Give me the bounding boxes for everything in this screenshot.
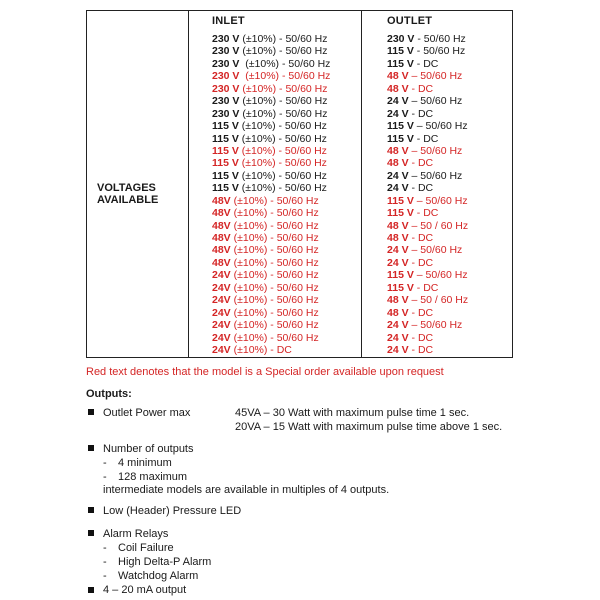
outlet-voltage-value: 48 V (387, 82, 409, 95)
inlet-voltage-value: 230 V (212, 70, 240, 83)
inlet-voltage-item (212, 244, 330, 256)
inlet-voltage-value: 230 V (212, 95, 240, 108)
outlet-voltage-detail: – 50 / 60 Hz (408, 294, 469, 307)
column-divider (188, 11, 189, 357)
outlet-voltage-detail: – 50/60 Hz (413, 269, 468, 282)
outlet-voltage-value: 24 V (387, 169, 409, 182)
inlet-voltage-value: 24V (212, 319, 231, 332)
outlet-voltage-item (387, 220, 468, 232)
outlet-voltage-item (387, 45, 468, 57)
number-of-outputs-label: Number of outputs (103, 443, 194, 455)
inlet-voltage-item (212, 95, 330, 107)
inlet-voltage-value: 115 V (212, 182, 239, 195)
inlet-voltage-detail: (±10%) - 50/60 Hz (239, 107, 328, 120)
inlet-voltage-item (212, 133, 330, 145)
inlet-voltage-value: 48V (212, 207, 231, 220)
special-order-note: Red text denotes that the model is a Special order available upon request (86, 366, 444, 378)
outlet-voltage-detail: - DC (413, 281, 439, 294)
inlet-voltage-item (212, 195, 330, 207)
bullet-icon (88, 507, 94, 513)
inlet-voltage-item (212, 33, 330, 45)
outlet-voltage-item (387, 332, 468, 344)
outlet-voltage-item (387, 294, 468, 306)
outlet-voltage-item (387, 33, 468, 45)
inlet-voltage-value: 48V (212, 256, 231, 269)
outlet-voltage-value: 24 V (387, 331, 409, 344)
inlet-voltage-item (212, 332, 330, 344)
inlet-voltage-item (212, 157, 330, 169)
outlet-voltage-list (387, 33, 468, 356)
inlet-voltage-item (212, 232, 330, 244)
inlet-voltage-item (212, 294, 330, 306)
inlet-voltage-value: 230 V (212, 82, 240, 95)
relay-item: Coil Failure (118, 542, 174, 554)
inlet-voltage-value: 230 V (212, 45, 240, 58)
inlet-voltage-detail: (±10%) - 50/60 Hz (230, 319, 319, 332)
outlet-voltage-value: 115 V (387, 132, 414, 145)
outlet-voltage-value: 48 V (387, 294, 409, 307)
outlet-voltage-item (387, 95, 468, 107)
bullet-icon (88, 587, 94, 593)
outlet-voltage-detail: - DC (408, 232, 434, 244)
dash-icon: - (103, 457, 107, 469)
outlet-voltage-value: 115 V (387, 57, 414, 70)
outlet-voltage-item (387, 108, 468, 120)
inlet-voltage-list (212, 33, 330, 356)
outlet-voltage-item (387, 195, 468, 207)
outlet-voltage-detail: - 50/60 Hz (414, 33, 466, 45)
outlet-voltage-detail: - 50/60 Hz (413, 45, 466, 58)
outlet-voltage-value: 115 V (387, 281, 414, 294)
inlet-voltage-item (212, 319, 330, 331)
inlet-voltage-value: 230 V (212, 33, 240, 45)
outlet-voltage-value: 115 V (387, 120, 414, 133)
outlet-voltage-detail: - DC (408, 157, 434, 170)
inlet-voltage-detail: (±10%) - 50/60 Hz (238, 144, 327, 157)
outlet-voltage-value: 48 V (387, 157, 409, 170)
outlet-voltage-detail: – 50/60 Hz (408, 319, 463, 332)
inlet-voltage-value: 48V (212, 244, 231, 257)
outlet-voltage-detail: - DC (413, 57, 439, 70)
inlet-voltage-value: 24V (212, 269, 231, 282)
outlet-voltage-value: 115 V (387, 45, 414, 58)
inlet-voltage-detail: (±10%) - 50/60 Hz (230, 306, 319, 319)
inlet-voltage-detail: (±10%) - 50/60 Hz (230, 194, 319, 207)
inlet-voltage-detail: (±10%) - 50/60 Hz (238, 120, 327, 133)
outlet-voltage-detail: – 50/60 Hz (408, 95, 463, 108)
outlet-voltage-detail: – 50/60 Hz (413, 120, 468, 133)
inlet-voltage-value: 48V (212, 232, 231, 244)
outlet-voltage-value: 24 V (387, 95, 409, 108)
outlet-voltage-item (387, 207, 468, 219)
outlet-voltage-value: 24 V (387, 244, 409, 257)
outlet-voltage-item (387, 70, 468, 82)
inlet-voltage-value: 115 V (212, 132, 239, 145)
outlet-voltage-item (387, 120, 468, 132)
outlet-voltage-value: 48 V (387, 306, 409, 319)
inlet-voltage-item (212, 45, 330, 57)
bullet-icon (88, 409, 94, 415)
inlet-voltage-detail: (±10%) - 50/60 Hz (239, 57, 331, 70)
alarm-relays-label: Alarm Relays (103, 528, 169, 540)
number-min: 4 minimum (118, 457, 172, 469)
outlet-voltage-value: 24 V (387, 107, 409, 120)
inlet-voltage-value: 24V (212, 343, 231, 356)
outlet-voltage-detail: - DC (408, 343, 434, 356)
outlet-voltage-item (387, 58, 468, 70)
number-max: 128 maximum (118, 471, 188, 483)
inlet-voltage-value: 24V (212, 294, 231, 307)
outlet-voltage-item (387, 319, 468, 331)
bullet-icon (88, 445, 94, 451)
outlet-voltage-value: 115 V (387, 269, 414, 282)
outlet-voltage-item (387, 145, 468, 157)
inlet-voltage-item (212, 257, 330, 269)
outlet-voltage-item (387, 133, 468, 145)
inlet-voltage-value: 24V (212, 331, 231, 344)
outlet-voltage-value: 48 V (387, 219, 409, 232)
inlet-voltage-detail: (±10%) - 50/60 Hz (238, 169, 327, 182)
inlet-voltage-detail: (±10%) - 50/60 Hz (230, 331, 319, 344)
inlet-voltage-item (212, 220, 330, 232)
relay-item: High Delta-P Alarm (118, 556, 212, 568)
inlet-voltage-item (212, 307, 330, 319)
outlet-voltage-detail: - DC (408, 256, 434, 269)
outlet-voltage-detail: – 50 / 60 Hz (408, 219, 469, 232)
inlet-voltage-item (212, 269, 330, 281)
outlet-voltage-item (387, 244, 468, 256)
inlet-voltage-detail: (±10%) - 50/60 Hz (239, 70, 331, 83)
inlet-voltage-detail: (±10%) - 50/60 Hz (239, 82, 328, 95)
outlet-voltage-item (387, 182, 468, 194)
outlet-voltage-detail: - DC (408, 306, 434, 319)
inlet-voltage-detail: (±10%) - 50/60 Hz (238, 157, 327, 170)
outlet-voltage-value: 24 V (387, 182, 409, 195)
inlet-voltage-value: 115 V (212, 120, 239, 133)
inlet-voltage-detail: (±10%) - 50/60 Hz (230, 244, 319, 257)
outlet-voltage-item (387, 307, 468, 319)
outlet-voltage-detail: – 50/60 Hz (413, 194, 468, 207)
outlet-voltage-detail: – 50/60 Hz (408, 70, 463, 83)
inlet-voltage-detail: (±10%) - 50/60 Hz (230, 294, 319, 307)
inlet-voltage-detail: (±10%) - 50/60 Hz (230, 256, 319, 269)
ma-output-label: 4 – 20 mA output (103, 584, 187, 596)
inlet-voltage-detail: (±10%) - 50/60 Hz (230, 207, 319, 220)
outputs-heading: Outputs: (86, 388, 132, 400)
outlet-power-label: Outlet Power max (103, 407, 191, 419)
outlet-voltage-item (387, 170, 468, 182)
inlet-voltage-item (212, 344, 330, 356)
inlet-voltage-detail: (±10%) - 50/60 Hz (230, 281, 319, 294)
inlet-voltage-item (212, 145, 330, 157)
dash-icon: - (103, 542, 107, 554)
inlet-voltage-value: 115 V (212, 169, 239, 182)
outlet-header: OUTLET (387, 15, 433, 27)
inlet-voltage-value: 115 V (212, 157, 239, 170)
outlet-voltage-value: 115 V (387, 207, 414, 220)
inlet-voltage-value: 48V (212, 219, 231, 232)
inlet-voltage-detail: (±10%) - 50/60 Hz (238, 132, 327, 145)
outlet-voltage-item (387, 269, 468, 281)
outlet-voltage-detail: - DC (408, 107, 434, 120)
inlet-voltage-item (212, 182, 330, 194)
outlet-voltage-value: 115 V (387, 194, 414, 207)
number-note: intermediate models are available in multiples of 4 outputs. (103, 484, 390, 496)
outlet-voltage-detail: - DC (408, 331, 434, 344)
inlet-header: INLET (212, 15, 245, 27)
inlet-voltage-detail: (±10%) - 50/60 Hz (239, 45, 328, 58)
inlet-voltage-item (212, 58, 330, 70)
dash-icon: - (103, 556, 107, 568)
outlet-voltage-item (387, 282, 468, 294)
inlet-voltage-item (212, 70, 330, 82)
inlet-voltage-value: 24V (212, 281, 231, 294)
inlet-voltage-detail: (±10%) - 50/60 Hz (239, 33, 328, 45)
relay-item: Watchdog Alarm (118, 570, 199, 582)
inlet-voltage-value: 48V (212, 194, 231, 207)
outlet-voltage-item (387, 157, 468, 169)
inlet-voltage-detail: (±10%) - 50/60 Hz (239, 95, 328, 108)
outlet-voltage-value: 24 V (387, 319, 409, 332)
inlet-voltage-item (212, 282, 330, 294)
row-label-line: AVAILABLE (97, 194, 159, 206)
inlet-voltage-item (212, 83, 330, 95)
outlet-voltage-detail: - DC (413, 207, 439, 220)
voltages-table (86, 10, 513, 358)
outlet-voltage-value: 24 V (387, 343, 409, 356)
outlet-voltage-value: 230 V (387, 33, 415, 45)
outlet-voltage-value: 48 V (387, 70, 409, 83)
outlet-voltage-detail: - DC (413, 132, 439, 145)
outlet-voltage-detail: - DC (408, 82, 434, 95)
inlet-voltage-detail: (±10%) - 50/60 Hz (230, 269, 319, 282)
inlet-voltage-item (212, 108, 330, 120)
inlet-voltage-detail: (±10%) - 50/60 Hz (238, 182, 327, 195)
inlet-voltage-value: 115 V (212, 144, 239, 157)
dash-icon: - (103, 471, 107, 483)
outlet-voltage-item (387, 232, 468, 244)
inlet-voltage-detail: (±10%) - 50/60 Hz (230, 219, 319, 232)
inlet-voltage-detail: (±10%) - 50/60 Hz (230, 232, 319, 244)
inlet-voltage-value: 24V (212, 306, 231, 319)
bullet-icon (88, 530, 94, 536)
inlet-voltage-item (212, 120, 330, 132)
outlet-voltage-detail: – 50/60 Hz (408, 144, 463, 157)
outlet-voltage-item (387, 344, 468, 356)
inlet-voltage-item (212, 170, 330, 182)
outlet-voltage-detail: – 50/60 Hz (408, 169, 463, 182)
dash-icon: - (103, 570, 107, 582)
outlet-voltage-value: 48 V (387, 232, 409, 244)
voltages-available-label (97, 182, 158, 206)
inlet-voltage-item (212, 207, 330, 219)
column-divider (361, 11, 362, 357)
outlet-voltage-value: 48 V (387, 144, 409, 157)
inlet-voltage-detail: (±10%) - DC (230, 343, 292, 356)
outlet-voltage-item (387, 83, 468, 95)
outlet-voltage-value: 24 V (387, 256, 409, 269)
inlet-voltage-value: 230 V (212, 57, 240, 70)
outlet-power-value-2: 20VA – 15 Watt with maximum pulse time above 1 sec. (235, 421, 503, 433)
outlet-voltage-item (387, 257, 468, 269)
outlet-voltage-detail: – 50/60 Hz (408, 244, 463, 257)
outlet-power-value-1: 45VA – 30 Watt with maximum pulse time 1 sec. (235, 407, 470, 419)
inlet-voltage-value: 230 V (212, 107, 240, 120)
pressure-led-label: Low (Header) Pressure LED (103, 505, 242, 517)
outlet-voltage-detail: - DC (408, 182, 434, 195)
row-label-line: VOLTAGES (97, 182, 156, 194)
